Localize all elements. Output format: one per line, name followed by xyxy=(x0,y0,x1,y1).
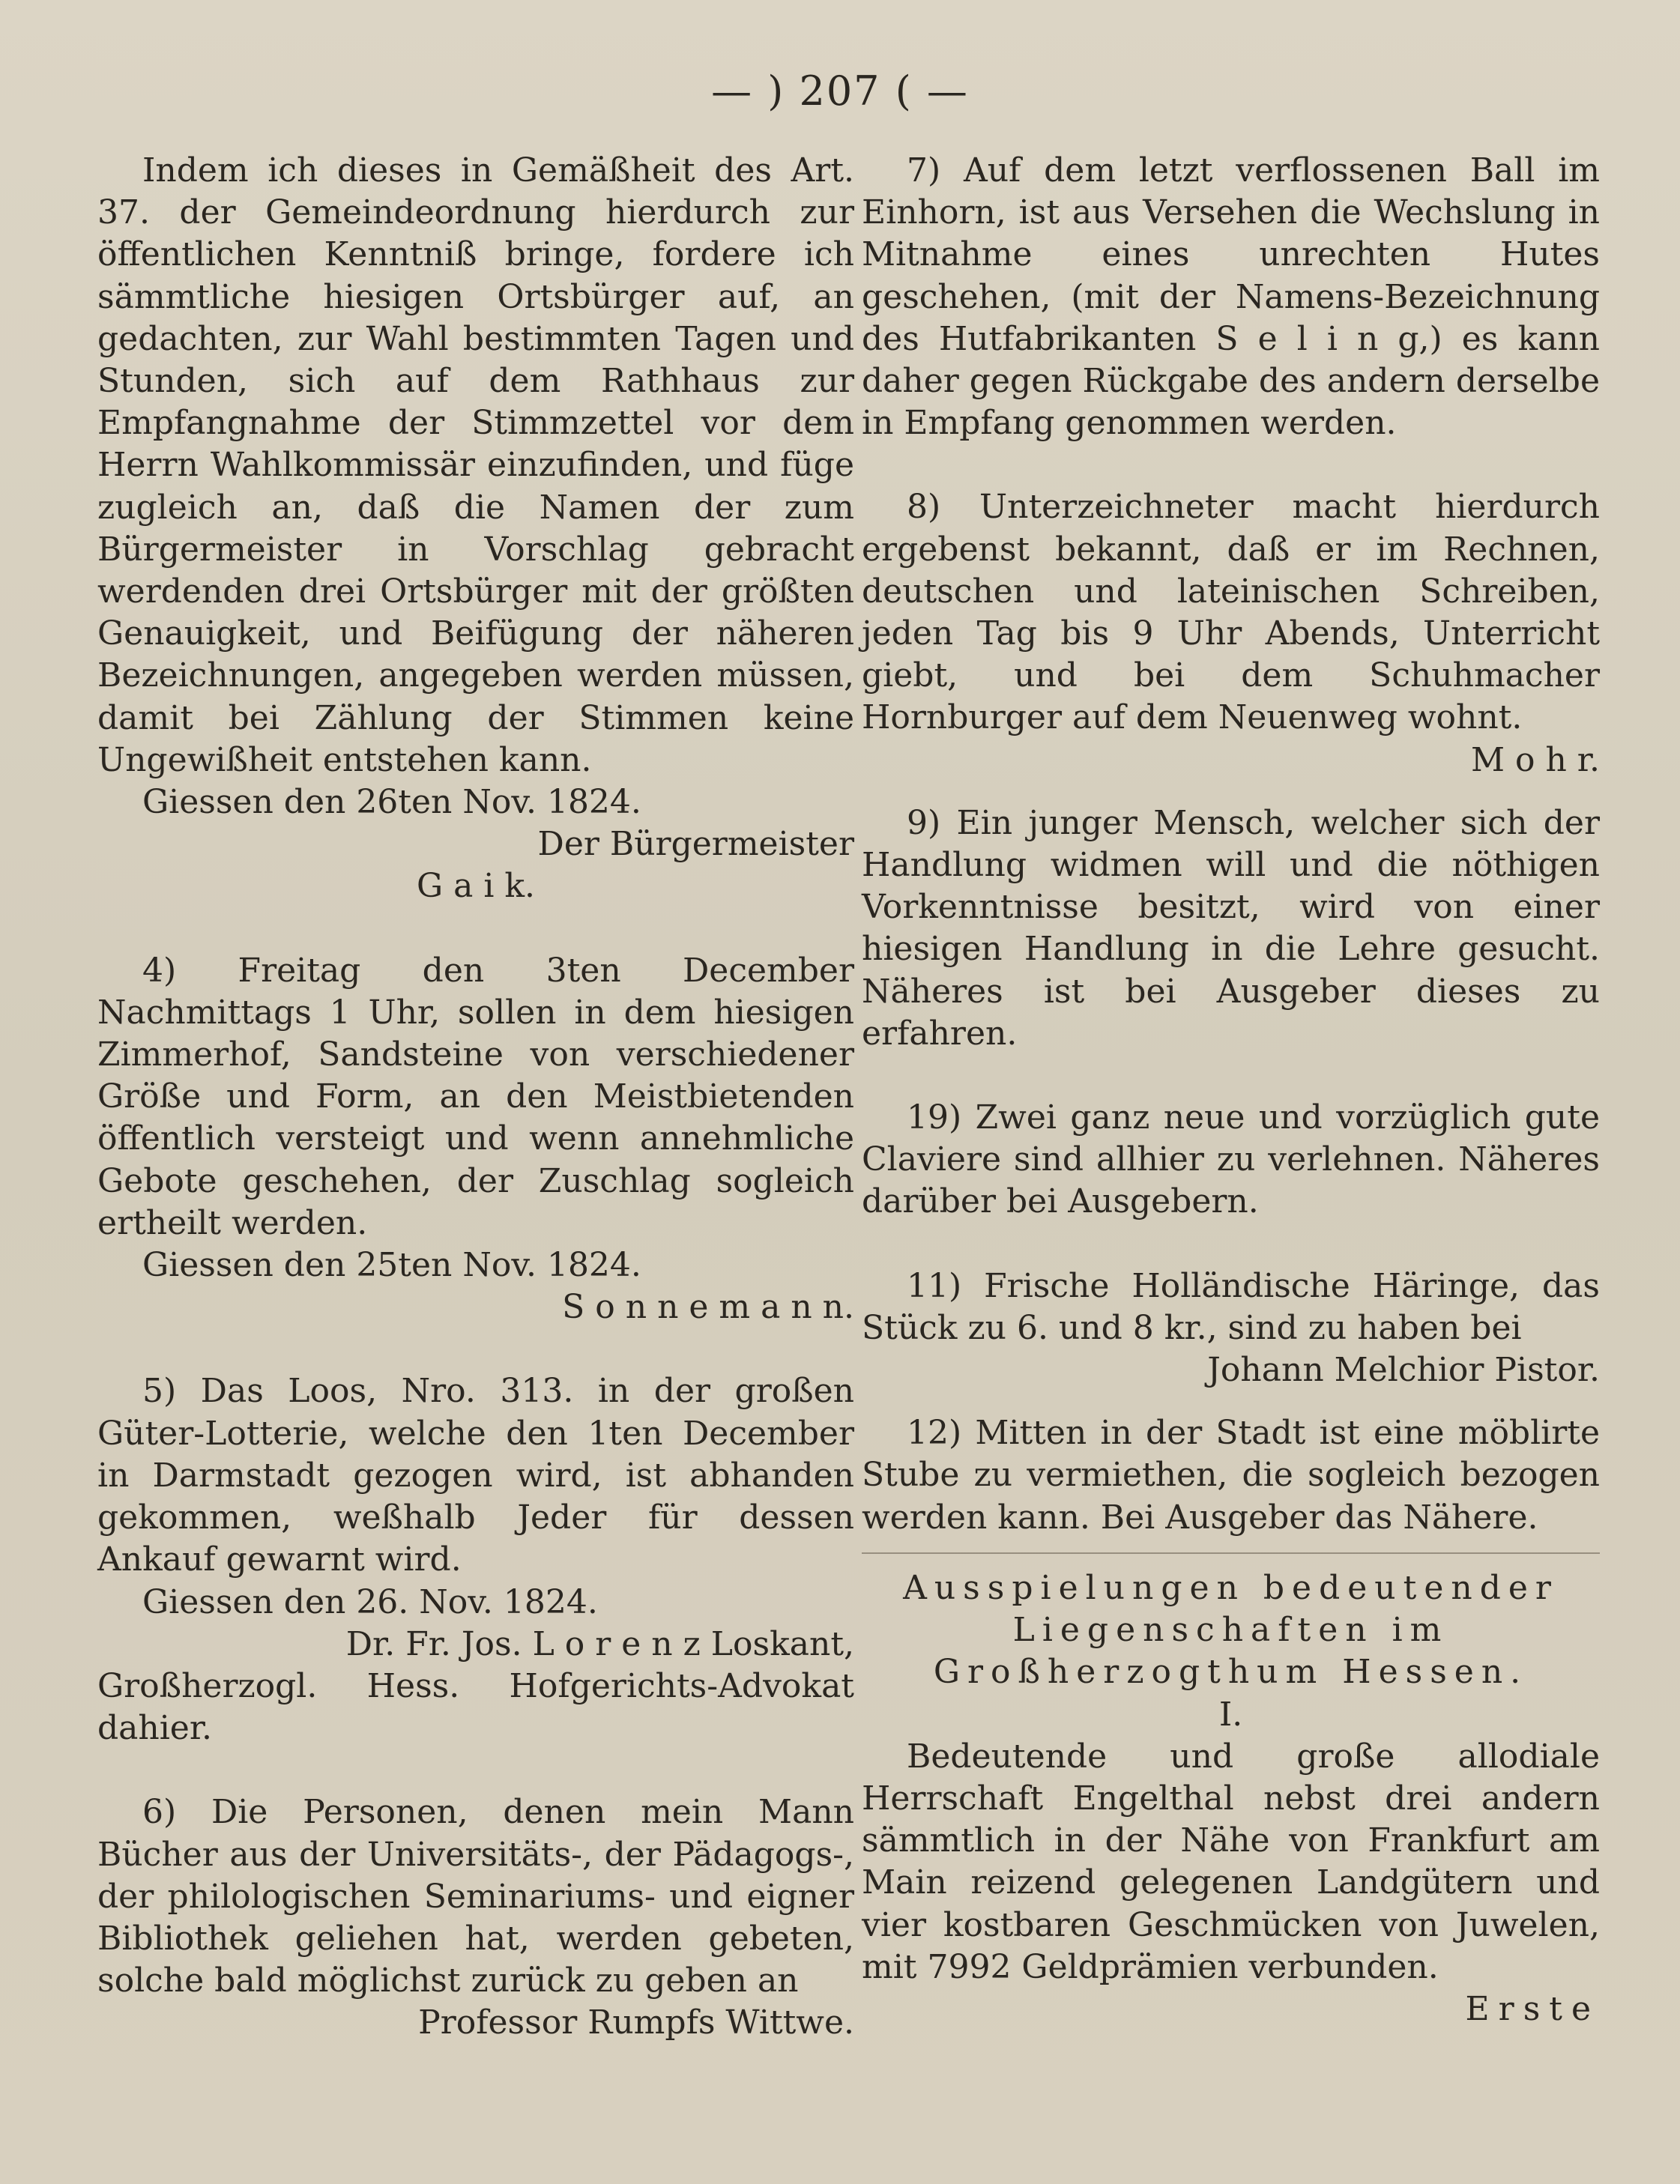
notice-3-date: Giessen den 26ten Nov. 1824. xyxy=(142,783,641,822)
lottery-roman-numeral: I. xyxy=(1218,1695,1243,1734)
notice-8-signer: M o h r. xyxy=(1470,740,1600,779)
notice-3-body: Indem ich dieses in Gemäßheit des Art. 37. der Gemeindeordnung hierdurch zur öffentlichen Kenntniß bringe, fordere ich sämmtliche hiesigen Ortsbürger auf, an gedachten, zur Wahl bestimmten Tagen und Stunden, sich auf dem Rathhaus zur Empfangnahme der Stimmzettel vor dem Herrn Wahlkommissär einzufinden, und füge zugleich an, daß die Namen der zum Bürgermeister in Vorschlag gebracht werdenden drei Ortsbürger mit der größten Genauigkeit, und Beifügung der näheren Bezeichnungen, angegeben werden müssen, damit bei Zählung der Stimmen keine Ungewißheit entstehen kann. xyxy=(97,151,854,779)
notice-3-signer: G a i k. xyxy=(416,867,536,906)
notice-5-signer: Dr. Fr. Jos. L o r e n z Loskant, xyxy=(345,1624,854,1663)
notice-4-signer: S o n n e m a n n. xyxy=(562,1288,854,1327)
notice-12-body: 12) Mitten in der Stadt ist eine möblirte Stube zu vermiethen, die sogleich bezogen werden kann. Bei Ausgeber das Nähere. xyxy=(862,1414,1600,1537)
left-column xyxy=(97,150,854,2045)
notice-4-body: 4) Freitag den 3ten December Nachmittags 1 Uhr, sollen in dem hiesigen Zimmerhof, Sandsteine von verschiedener Größe und Form, an den Meistbietenden öffentlich versteigt und wenn annehmliche Gebote geschehen, der Zuschlag sogleich ertheilt werden. xyxy=(97,951,854,1242)
notice-6-body: 6) Die Personen, denen mein Mann Bücher aus der Universitäts-, der Pädagogs-, der philologischen Seminariums- und eigner Bibliothek geliehen hat, werden gebeten, solche bald möglichst zurück zu geben an xyxy=(97,1793,854,2000)
notice-10-body: 19) Zwei ganz neue und vorzüglich gute Claviere sind allhier zu verlehnen. Näheres darüber bei Ausgebern. xyxy=(862,1098,1600,1221)
lottery-body: Bedeutende und große allodiale Herrschaft Engelthal nebst drei andern sämmtlich in der Nähe von Frankfurt am Main reizend gelegenen Landgütern und vier kostbaren Geschmücken von Juwelen, mit 7992 Geldprämien verbunden. xyxy=(862,1737,1600,1986)
notice-5-body: 5) Das Loos, Nro. 313. in der großen Güter-Lotterie, welche den 1ten December in Darmstadt gezogen wird, ist abhanden gekommen, weßhalb Jeder für dessen Ankauf gewarnt wird. xyxy=(97,1372,854,1579)
notice-11-body: 11) Frische Holländische Häringe, das Stück zu 6. und 8 kr., sind zu haben bei xyxy=(862,1266,1600,1347)
notice-11-signer: Johann Melchior Pistor. xyxy=(1207,1351,1600,1390)
section-divider xyxy=(862,1552,1600,1554)
notice-4-date: Giessen den 25ten Nov. 1824. xyxy=(142,1246,641,1285)
notice-9-body: 9) Ein junger Mensch, welcher sich der Handlung widmen will und die nöthigen Vorkenntnisse besitzt, wird von einer hiesigen Handlung in die Lehre gesucht. Näheres ist bei Ausgeber dieses zu erfahren. xyxy=(862,803,1600,1053)
notice-5-signer-title: Großherzogl. Hess. Hofgerichts-Advokat dahier. xyxy=(97,1666,854,1748)
notice-7-body: 7) Auf dem letzt verflossenen Ball im Einhorn, ist aus Versehen die Wechslung in Mitnahme eines unrechten Hutes geschehen, (mit der Namens-Bezeichnung des Hutfabrikanten S e l i n g,) es kann daher gegen Rückgabe des andern derselbe in Empfang genommen werden. xyxy=(862,151,1600,443)
catchword: Erste xyxy=(1465,1989,1600,2028)
lottery-heading: Ausspielungen bedeutender Liegenschaften im Großherzogthum Hessen. xyxy=(903,1568,1559,1692)
page-number: — ) 207 ( — xyxy=(711,67,969,115)
notice-5-date: Giessen den 26. Nov. 1824. xyxy=(142,1582,598,1621)
right-column xyxy=(862,150,1600,2030)
notice-6-signer: Professor Rumpfs Wittwe. xyxy=(418,2003,854,2042)
notice-8-body: 8) Unterzeichneter macht hierdurch ergebenst bekannt, daß er im Rechnen, deutschen und lateinischen Schreiben, jeden Tag bis 9 Uhr Abends, Unterricht giebt, und bei dem Schuhmacher Hornburger auf dem Neuenweg wohnt. xyxy=(862,488,1600,737)
notice-3-signer-title: Der Bürgermeister xyxy=(537,825,854,864)
